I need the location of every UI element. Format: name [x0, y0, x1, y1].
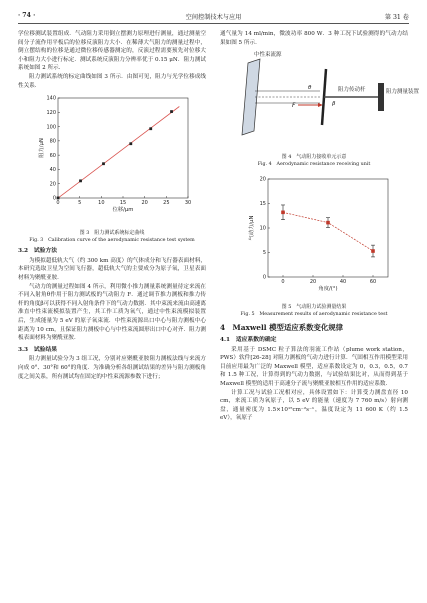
journal-name: 空间控制技术与应用	[185, 14, 242, 21]
y-tick-label: 80	[49, 138, 56, 145]
beam-source-label: 中性束流源	[254, 52, 282, 59]
x-tick-label: 20	[141, 200, 148, 207]
measuring-device-label	[386, 87, 420, 95]
y-axis-label: 气动力/μN	[249, 215, 255, 241]
theta-label: θ	[308, 85, 312, 92]
data-point	[79, 180, 82, 183]
x-tick-label: 25	[163, 200, 170, 207]
paragraph: 通气量为 14 ml/min，微波功率 800 W．3 种工况下试验测得的气动力结果如图 5 所示．	[220, 31, 408, 46]
figure-caption-en: Fig. 5 Measurement results of aerodynamic resistance test	[240, 311, 388, 317]
measurement-results-chart	[220, 171, 408, 299]
calibration-chart	[18, 90, 206, 225]
data-point	[371, 250, 375, 254]
subsection-heading: 4.1 适应系数的确定	[220, 336, 277, 343]
section-heading: 3.2 试验方法	[18, 248, 58, 255]
y-tick-label: 60	[49, 152, 56, 159]
figure-caption-en: Fig. 3 Calibration curve of the aerodynamic resistance test system	[29, 237, 195, 243]
y-tick-label: 0	[262, 274, 266, 281]
running-header	[18, 10, 409, 24]
y-tick-label: 120	[46, 110, 56, 117]
section-heading: 4 Maxwell 模型适应系数变化规律	[220, 323, 344, 333]
paragraph: 为模拟超低轨大气（约 300 km 高度）的气体成分和飞行器表面材料，本研究选取卫星为空间飞行器，超低轨大气的主要成分为原子氧，卫星表面材料为聚酰亚胺．	[18, 257, 206, 282]
x-tick-label: 0	[56, 200, 60, 207]
plot-frame	[268, 179, 388, 277]
y-tick-label: 100	[46, 124, 56, 131]
paragraph: 阻力测试系统的标定曲线如图 3 所示．由图可见，阻力与光学位移成线性关系．	[18, 73, 206, 89]
y-tick-label: 15	[259, 201, 266, 208]
x-tick-label: 60	[369, 279, 377, 286]
x-axis-label: 位移/μm	[112, 207, 134, 214]
figure-caption: 图 3 阻力测试系统标定曲线	[79, 229, 145, 236]
paragraph: 采用基于 DSMC 粒子算法的羽流工作站（plume work station，PWS）软件[26-28] 对阻力测板的气动力进行计算．气固相互作用模型采用目前应用最为广泛的 Maxwell 模型，适应系数设定为 0，0.3，0.5，0.7 和 1.5 种工况，计算得到的气动力数据，与试验结果比对，从而得到基于 Maxwell 模型的适用于高速分子流与聚酰亚胺相互作用的适应系数．	[220, 346, 408, 387]
figure-caption-en: Fig. 4 Aerodynamic resistance receiving unit	[257, 161, 371, 167]
x-tick-label: 10	[98, 200, 105, 207]
right-column	[220, 30, 420, 423]
y-tick-label: 140	[46, 95, 56, 102]
data-point	[281, 211, 285, 215]
resistance-rod-label: 阻力传动杆	[338, 87, 366, 94]
measuring-device	[378, 83, 384, 111]
beam-source-shape	[242, 59, 260, 135]
x-tick-label: 20	[309, 279, 317, 286]
data-point	[57, 197, 60, 200]
paragraph: 学位移测试装置组成．气动阻力采用倒立摆测力原理进行测量，通过测量空间分子流作用平板后的位移反演阻力大小．在稀薄大气阻力的测量过程中，倒立摆结构的位移是通过微位移传感器测定的，反演过程需要预先对位移大小和阻力大小进行标定．测试系统反演阻力分辨率优于 0.15 μN．阻力测试系统如图 2 所示．	[18, 31, 206, 72]
y-tick-label: 20	[49, 181, 56, 188]
y-tick-label: 40	[49, 167, 56, 174]
figure-caption: 图 4 气动阻力接收单元示意	[281, 153, 347, 160]
y-tick-label: 20	[259, 176, 266, 183]
y-tick-label: 5	[262, 250, 266, 257]
figure-caption: 图 5 气动阻力试验测量结果	[281, 303, 347, 310]
measuring-device-label-text: 阻力测量装置	[386, 89, 420, 96]
y-tick-label: 10	[259, 225, 266, 232]
force-label: F	[292, 102, 296, 110]
page-number: · 74 ·	[18, 12, 36, 19]
data-point	[149, 127, 152, 130]
left-column	[18, 30, 206, 381]
paragraph: 计算工况与试验工况相对应，具体设置如下：计算受力测盘直径 10 cm，来流工质为氧原子，以 5 eV 的能量（速度为 7 760 m/s）射向测盘，通量密度为 1.5×10¹⁵cm⁻²s⁻¹，温度设定为 11 600 K（约 1.5 eV），氧原子	[220, 389, 408, 422]
x-tick-label: 30	[184, 200, 192, 207]
y-tick-label: 0	[52, 195, 56, 202]
data-point	[129, 142, 132, 145]
data-point	[102, 162, 105, 165]
y-axis-label: 阻力/μN	[39, 138, 45, 159]
x-tick-label: 5	[78, 200, 82, 207]
paragraph: 阻力测量试验分为 3 组工况，分别对应聚酰亚胺阻力测板法线与来流方向成 0°、30°和 60°的角度．为准确分析各组测试结果的差异与阻力测板角度之间关系，所有测试均在固定的中性束流源参数下进行；	[18, 356, 206, 380]
paragraph: 气动力的测量过程如图 4 所示，利用微小推力测量系统测量待定来流在不同入射角θ作用于阻力测试板的气动阻力 F．通过调节推力测板和推力传杆的角度β可以获得不同入射角条件下的气动力数据．其中束流来流由高速离准直中性束流模拟装置产生，其工作工质为氧气，通过中性束流模拟装置后，生成能量为 5 eV 的原子氧束流．中性束流源出口中心与阻力测板中心距离为 10 cm，且保证阻力测板中心与中性束流圆形出口中心对齐．阻力测板表面材料为聚酰亚胺．	[18, 283, 206, 342]
x-tick-label: 0	[281, 279, 285, 286]
beta-label: β	[332, 101, 336, 108]
x-axis-label: 角度/(°)	[318, 286, 338, 293]
section-heading: 3.3 试验结果	[18, 346, 58, 353]
fit-line	[58, 107, 179, 199]
x-tick-label: 15	[119, 200, 127, 207]
volume-label: 第 31 卷	[384, 14, 409, 21]
data-point	[170, 110, 173, 113]
data-point	[326, 221, 330, 225]
x-tick-label: 40	[339, 279, 347, 286]
aerodynamic-receiving-unit-diagram	[220, 47, 420, 149]
